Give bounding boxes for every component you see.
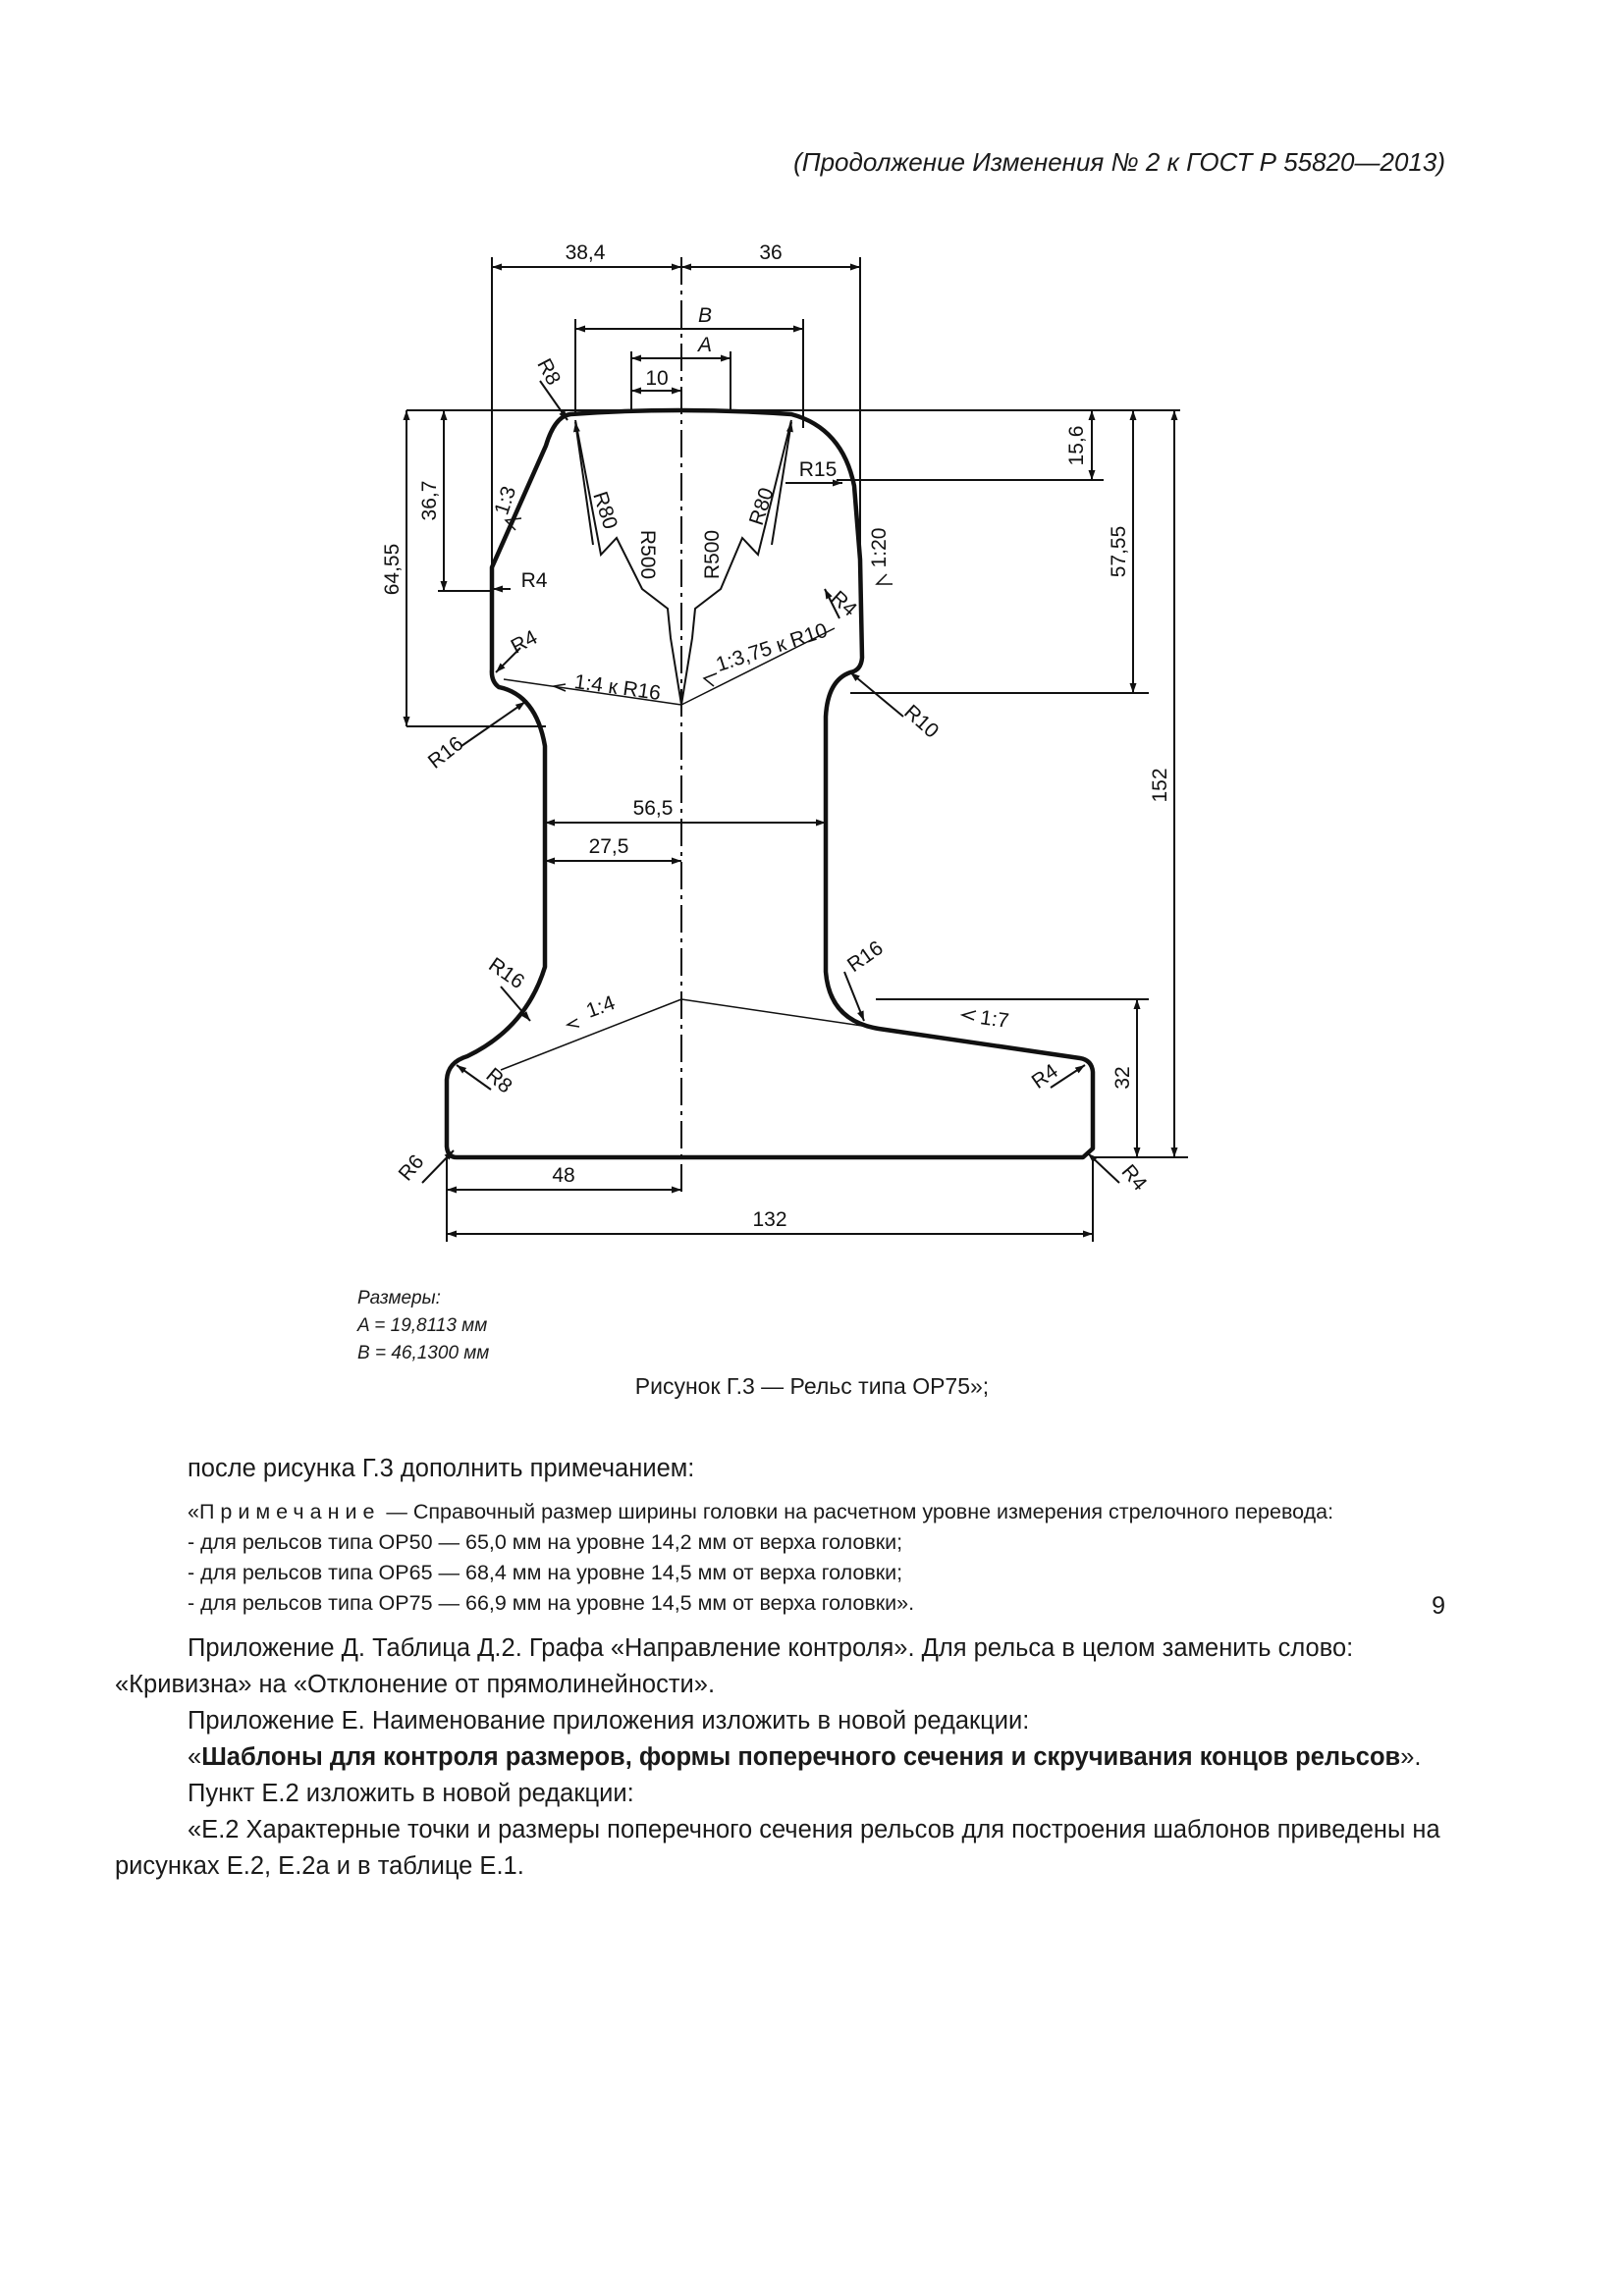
dim-15-6: 15,6 xyxy=(1065,425,1088,466)
radius-r80-left: R80 xyxy=(588,489,623,532)
radius-r4-neck-left: R4 xyxy=(507,625,542,659)
dim-a: A xyxy=(697,334,713,356)
radius-r16-bottom-right: R16 xyxy=(842,936,888,978)
body-text xyxy=(115,1451,1445,1885)
radius-r10: R10 xyxy=(899,700,944,743)
note-item-3: - для рельсов типа ОР75 — 66,9 мм на уровне 14,5 мм от верха головки». xyxy=(188,1591,915,1615)
slope-1-3-75-r10: 1:3,75 к R10 xyxy=(713,618,831,676)
reference-lines xyxy=(406,410,1188,1157)
note-label: Примечание xyxy=(198,1500,381,1523)
note-item-2: - для рельсов типа ОР65 — 68,4 мм на уровне 14,5 мм от верха головки; xyxy=(188,1561,903,1584)
radius-r8-foot: R8 xyxy=(481,1063,516,1098)
radius-r80-right: R80 xyxy=(744,485,779,528)
dim-10: 10 xyxy=(645,367,669,390)
dim-64-55: 64,55 xyxy=(381,543,404,596)
paragraph-5: Пункт Е.2 изложить в новой редакции: xyxy=(188,1780,634,1807)
slope-1-3: 1:3 xyxy=(490,483,521,518)
paragraph-6: «Е.2 Характерные точки и размеры поперечного сечения рельсов для построения шаблонов приведены на рисунках Е.2, Е.2а и в таблице Е.1. xyxy=(115,1816,1440,1880)
dim-27-5: 27,5 xyxy=(588,835,629,858)
p4-close-quote: ». xyxy=(1400,1743,1422,1771)
p4-open-quote: « xyxy=(188,1743,202,1771)
radius-r8-top: R8 xyxy=(532,354,566,390)
dim-36: 36 xyxy=(759,241,783,264)
dim-56-5: 56,5 xyxy=(632,797,674,820)
radius-r4-head-left: R4 xyxy=(520,569,548,592)
note-paragraph xyxy=(115,1497,1445,1527)
size-a: A = 19,8113 мм xyxy=(357,1315,488,1336)
radius-r16-bottom-left: R16 xyxy=(484,953,529,994)
slope-1-4-r16: 1:4 к R16 xyxy=(572,670,663,706)
note-block xyxy=(115,1497,1445,1619)
radius-r6: R6 xyxy=(394,1150,429,1186)
slope-ticks xyxy=(506,518,976,1027)
sizes-title: Размеры: xyxy=(357,1288,441,1308)
paragraph-4 xyxy=(115,1739,1445,1776)
paragraph-2: Приложение Д. Таблица Д.2. Графа «Направление контроля». Для рельса в целом заменить слово: «Кривизна» на «Отклонение от прямолинейности». xyxy=(115,1634,1354,1698)
note-item-1: - для рельсов типа ОР50 — 65,0 мм на уровне 14,2 мм от верха головки; xyxy=(188,1530,903,1554)
page-number: 9 xyxy=(1432,1592,1445,1620)
dim-57-55: 57,55 xyxy=(1108,525,1130,578)
dim-48: 48 xyxy=(552,1164,575,1187)
radius-r16-left: R16 xyxy=(423,731,468,774)
radius-r500-right: R500 xyxy=(701,529,724,580)
note-text: — Справочный размер ширины головки на расчетном уровне измерения стрелочного перевода: xyxy=(380,1500,1334,1523)
paragraph-1: после рисунка Г.3 дополнить примечанием: xyxy=(188,1455,695,1482)
dim-b: B xyxy=(697,304,713,327)
radius-r4-corner: R4 xyxy=(1116,1160,1152,1196)
radius-r15: R15 xyxy=(798,458,838,481)
slope-labels xyxy=(490,484,1010,1033)
dim-152: 152 xyxy=(1149,768,1171,803)
note-open-quote: « xyxy=(188,1500,199,1523)
dim-132: 132 xyxy=(752,1208,787,1231)
slope-1-20: 1:20 xyxy=(868,527,891,568)
radius-r4-foot: R4 xyxy=(1027,1059,1062,1094)
dim-36-7: 36,7 xyxy=(418,480,441,521)
radius-labels xyxy=(395,355,1152,1196)
appendix-title-bold: Шаблоны для контроля размеров, формы поперечного сечения и скручивания концов рельсов xyxy=(201,1743,1401,1771)
slope-1-4: 1:4 xyxy=(583,991,619,1023)
dim-38-4: 38,4 xyxy=(565,241,606,264)
sizes-legend xyxy=(357,1285,489,1367)
figure-caption: Рисунок Г.3 — Рельс типа ОР75»; xyxy=(634,1373,990,1399)
paragraph-3: Приложение Е. Наименование приложения изложить в новой редакции: xyxy=(188,1707,1030,1735)
radius-r4-head-right: R4 xyxy=(826,586,862,621)
radius-r500-left: R500 xyxy=(636,529,659,580)
document-header: (Продолжение Изменения № 2 к ГОСТ Р 55820—2013) xyxy=(793,147,1445,177)
size-b: B = 46,1300 мм xyxy=(357,1343,490,1363)
dim-32: 32 xyxy=(1111,1066,1134,1090)
slope-1-7: 1:7 xyxy=(978,1006,1010,1033)
